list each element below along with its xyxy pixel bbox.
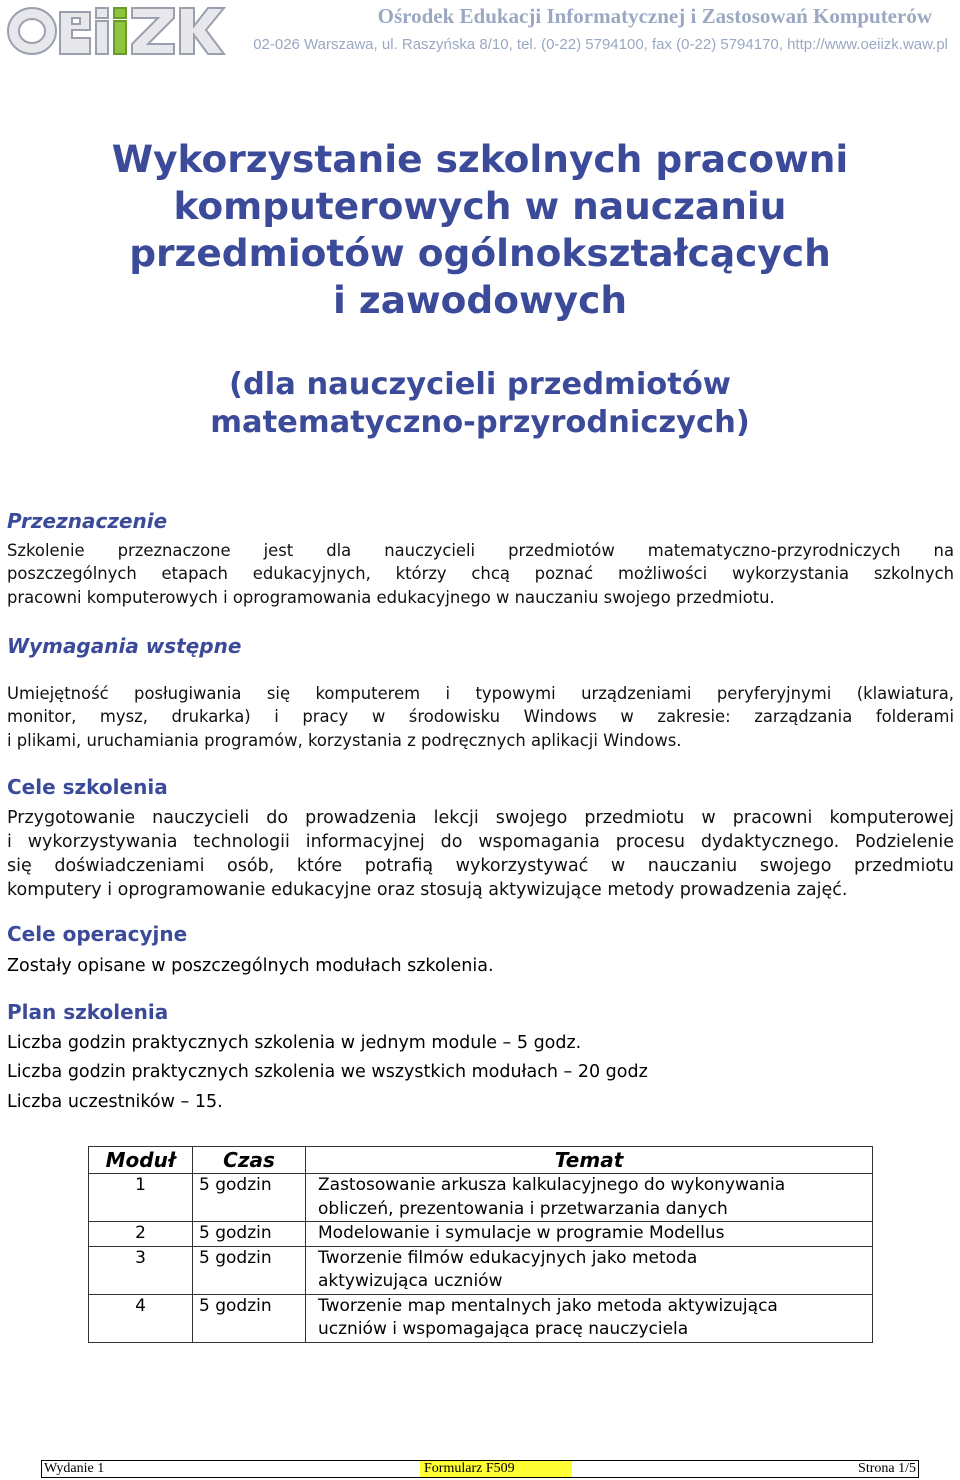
footer-edition: Wydanie 1 (44, 1461, 105, 1476)
module-number: 3 (89, 1246, 193, 1294)
topic-line: Zastosowanie arkusza kalkulacyjnego do wykonywania (318, 1175, 786, 1195)
module-time: 5 godzin (193, 1222, 306, 1247)
oeiizk-logo (4, 2, 226, 58)
title-line: i zawodowych (332, 278, 628, 322)
plan-line: Liczba godzin praktycznych szkolenia w jednym module – 5 godz. (7, 1033, 582, 1053)
column-header-time: Czas (193, 1147, 306, 1174)
footer-page-number: Strona 1/5 (858, 1461, 916, 1476)
section-heading-przeznaczenie: Przeznaczenie (7, 509, 168, 533)
text-line: monitor, mysz, drukarka) i pracy w środowisku Windows w zakresie: zarządzania folderami (7, 707, 954, 727)
page-footer (41, 1460, 919, 1478)
title-line: Wykorzystanie szkolnych pracowni (111, 137, 849, 181)
section-text-przeznaczenie (7, 539, 954, 609)
module-number: 4 (89, 1294, 193, 1342)
topic-line: Modelowanie i symulacje w programie Modellus (318, 1223, 725, 1243)
topic-line: Tworzenie map mentalnych jako metoda aktywizująca (318, 1295, 778, 1316)
table-row (89, 1246, 873, 1294)
text-line: i plikami, uruchamiania programów, korzystania z podręcznych aplikacji Windows. (7, 730, 682, 750)
org-address: 02-026 Warszawa, ul. Raszyńska 8/10, tel. (0-22) 5794100, fax (0-22) 5794170, http://www.oeiizk.waw.pl (253, 36, 948, 53)
section-text-wymagania (7, 682, 954, 752)
section-text-cele (7, 806, 954, 902)
module-topic (306, 1246, 873, 1294)
module-number: 2 (89, 1222, 193, 1247)
text-line: i wykorzystywania technologii informacyjnej do wspomagania procesu dydaktycznego. Podzielenie (7, 832, 954, 852)
document-subtitle (0, 366, 960, 442)
module-number: 1 (89, 1174, 193, 1222)
subtitle-line: (dla nauczycieli przedmiotów (229, 367, 731, 402)
table-row (89, 1174, 873, 1222)
module-topic (306, 1174, 873, 1222)
section-text-cele-operacyjne: Zostały opisane w poszczególnych modułach szkolenia. (7, 956, 494, 976)
module-time: 5 godzin (193, 1246, 306, 1294)
module-topic (306, 1222, 873, 1247)
document-title (0, 136, 960, 324)
topic-line: Tworzenie filmów edukacyjnych jako metoda (318, 1247, 698, 1268)
table-header-row (89, 1147, 873, 1174)
footer-form-number: Formularz F509 (420, 1461, 572, 1477)
section-heading-cele: Cele szkolenia (7, 775, 168, 799)
table-row (89, 1222, 873, 1247)
modules-table (88, 1146, 873, 1343)
column-header-topic: Temat (306, 1147, 873, 1174)
plan-line: Liczba uczestników – 15. (7, 1092, 223, 1112)
column-header-module: Moduł (89, 1147, 193, 1174)
section-heading-wymagania: Wymagania wstępne (7, 634, 242, 658)
title-line: przedmiotów ogólnokształcących (129, 231, 831, 275)
section-heading-plan: Plan szkolenia (7, 1000, 169, 1024)
text-line: poszczególnych etapach edukacyjnych, którzy chcą poznać możliwości wykorzystania szkolnych (7, 564, 954, 584)
text-line: pracowni komputerowych i oprogramowania edukacyjnego w nauczaniu swojego przedmiotu. (7, 587, 775, 607)
title-line: komputerowych w nauczaniu (173, 184, 787, 228)
text-line: Szkolenie przeznaczone jest dla nauczycieli przedmiotów matematyczno-przyrodniczych na (7, 541, 954, 560)
text-line: się doświadczeniami osób, które potrafią wykorzystywać w nauczaniu swojego przedmiotu (7, 856, 954, 876)
text-line: Umiejętność posługiwania się komputerem i typowymi urządzeniami peryferyjnymi (klawiatura, (7, 684, 954, 703)
text-line: komputery i oprogramowanie edukacyjne oraz stosują aktywizujące metody prowadzenia zajęć. (7, 880, 848, 900)
topic-line: uczniów i wspomagająca pracę nauczyciela (318, 1319, 689, 1339)
topic-line: aktywizująca uczniów (318, 1271, 503, 1291)
module-time: 5 godzin (193, 1174, 306, 1222)
subtitle-line: matematyczno-przyrodniczych) (210, 405, 750, 440)
section-heading-cele-operacyjne: Cele operacyjne (7, 922, 188, 946)
module-time: 5 godzin (193, 1294, 306, 1342)
topic-line: obliczeń, prezentowania i przetwarzania danych (318, 1198, 728, 1219)
module-topic (306, 1294, 873, 1342)
text-line: Przygotowanie nauczycieli do prowadzenia lekcji swojego przedmiotu w pracowni komputerowej (7, 808, 954, 828)
org-name: Ośrodek Edukacji Informatycznej i Zastosowań Komputerów (377, 4, 932, 28)
plan-line: Liczba godzin praktycznych szkolenia we wszystkich modułach – 20 godz (7, 1062, 648, 1082)
table-row (89, 1294, 873, 1342)
